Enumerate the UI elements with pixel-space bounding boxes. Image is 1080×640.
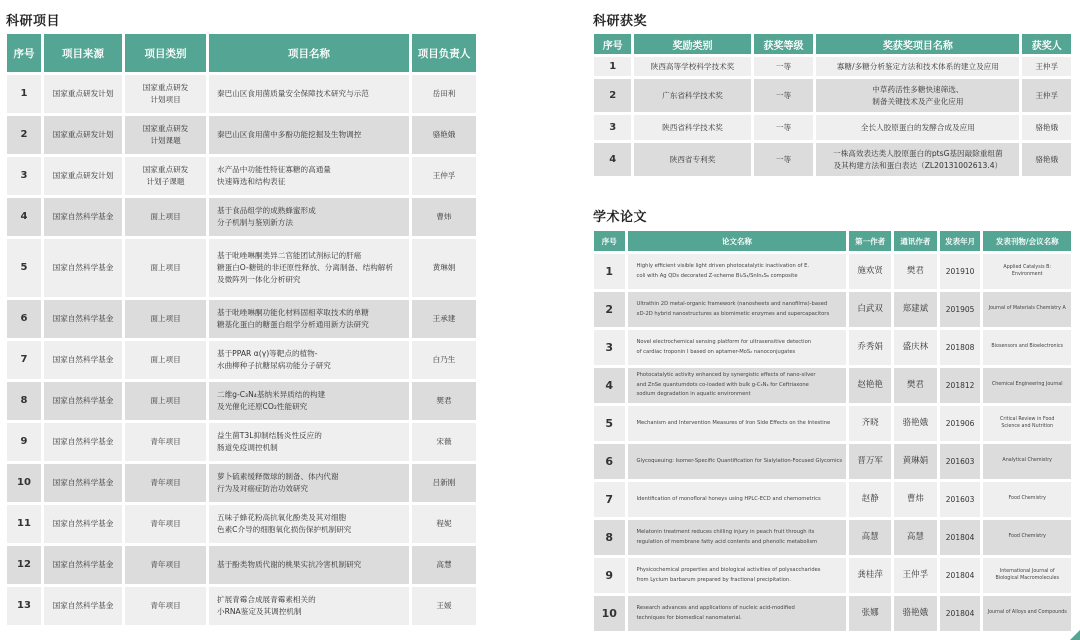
projects-cell-leader: 王媛 [412, 587, 476, 625]
papers-cell-no: 5 [594, 406, 625, 441]
projects-cell-category: 青年项目 [125, 505, 206, 543]
papers-cell-corresponding-author: 郑建斌 [894, 292, 937, 327]
papers-cell-title: Glycoqueuing: Isomer-Specific Quantification for Sialylation-Focused Glycomics [628, 444, 847, 479]
projects-cell-name: 基于酚类物质代谢的桃果实抗冷害机制研究 [209, 546, 409, 584]
awards-cell-winner: 骆艳娥 [1022, 115, 1071, 140]
papers-cell-date: 201603 [940, 482, 981, 517]
papers-header-2: 第一作者 [849, 231, 891, 251]
projects-header-4: 项目负责人 [412, 34, 476, 72]
projects-cell-leader: 曹炜 [412, 198, 476, 236]
papers-header-5: 发表刊物/会议名称 [983, 231, 1071, 251]
projects-cell-no: 2 [7, 116, 41, 154]
projects-cell-category: 国家重点研发 计划项目 [125, 75, 206, 113]
projects-cell-source: 国家自然科学基金 [44, 239, 122, 297]
projects-cell-no: 13 [7, 587, 41, 625]
awards-cell-winner: 王仲孚 [1022, 79, 1071, 112]
projects-cell-source: 国家重点研发计划 [44, 157, 122, 195]
papers-cell-journal: International Journal of Biological Macromolecules [983, 558, 1071, 593]
awards-cell-level: 一等 [754, 79, 814, 112]
papers-row [594, 292, 1071, 327]
papers-cell-first-author: 龚桂萍 [849, 558, 891, 593]
papers-cell-title: Highly efficient visible light driven photocatalytic inactivation of E. coli with Ag QDs decorated Z-scheme Bi₂S₃/SnIn₄S₈ composite [628, 254, 847, 289]
projects-cell-name: 二维g-C₃N₄基纳米异质结的构建 及光催化还原CO₂性能研究 [209, 382, 409, 420]
projects-cell-name: 益生菌T3L抑制结肠炎性反应的 肠道免疫调控机制 [209, 423, 409, 461]
projects-cell-category: 青年项目 [125, 464, 206, 502]
projects-cell-name: 水产品中功能性特征寡糖的高通量 快速筛选和结构表征 [209, 157, 409, 195]
awards-row [594, 115, 1071, 140]
papers-cell-corresponding-author: 王仲孚 [894, 558, 937, 593]
papers-cell-corresponding-author: 盛庆林 [894, 330, 937, 365]
projects-row [7, 341, 476, 379]
projects-cell-name: 基于PPAR α(γ)等靶点的植物- 水曲柳种子抗糖尿病功能分子研究 [209, 341, 409, 379]
awards-cell-winner: 王仲孚 [1022, 57, 1071, 76]
papers-cell-corresponding-author: 骆艳娥 [894, 406, 937, 441]
projects-cell-category: 青年项目 [125, 587, 206, 625]
projects-cell-name: 基于食品组学的成熟蜂蜜形成 分子机制与鉴别新方法 [209, 198, 409, 236]
projects-cell-leader: 黄琳娟 [412, 239, 476, 297]
projects-row [7, 546, 476, 584]
papers-header-1: 论文名称 [628, 231, 847, 251]
papers-header-row [594, 231, 1071, 251]
corner-decoration [1070, 630, 1080, 640]
papers-row [594, 444, 1071, 479]
awards-section-title: 科研获奖 [593, 14, 648, 29]
papers-cell-title: Melatonin treatment reduces chilling injury in peach fruit through its regulation of membrane fatty acid contents and phenolic metabolism [628, 520, 847, 555]
projects-cell-name: 秦巴山区食用菌质量安全保障技术研究与示范 [209, 75, 409, 113]
projects-cell-no: 5 [7, 239, 41, 297]
projects-cell-source: 国家自然科学基金 [44, 423, 122, 461]
papers-cell-date: 201804 [940, 596, 981, 631]
projects-row [7, 464, 476, 502]
projects-cell-no: 4 [7, 198, 41, 236]
papers-cell-title: Ultrathin 2D metal-organic framework (nanosheets and nanofilms)-based xD-2D hybrid nanostructures as biomimetic enzymes and supercapacitors [628, 292, 847, 327]
awards-row [594, 79, 1071, 112]
projects-cell-category: 国家重点研发 计划子课题 [125, 157, 206, 195]
awards-header-0: 序号 [594, 34, 631, 54]
projects-cell-source: 国家自然科学基金 [44, 587, 122, 625]
papers-cell-journal: Critical Review in Food Science and Nutrition [983, 406, 1071, 441]
projects-row [7, 505, 476, 543]
projects-cell-no: 9 [7, 423, 41, 461]
projects-cell-category: 面上项目 [125, 382, 206, 420]
projects-cell-source: 国家自然科学基金 [44, 198, 122, 236]
awards-row [594, 143, 1071, 176]
projects-header-3: 项目名称 [209, 34, 409, 72]
projects-row [7, 198, 476, 236]
projects-cell-leader: 岳田利 [412, 75, 476, 113]
papers-cell-no: 10 [594, 596, 625, 631]
papers-cell-date: 201808 [940, 330, 981, 365]
projects-cell-name: 五味子蜂花粉高抗氧化酚类及其对细胞 色素C介导的细胞氧化损伤保护机制研究 [209, 505, 409, 543]
projects-cell-source: 国家自然科学基金 [44, 464, 122, 502]
papers-cell-first-author: 齐晓 [849, 406, 891, 441]
projects-cell-name: 基于吡唑啉酮类异二官能团试剂标记的肝癌 糖蛋白O-糖链的非还原性释放、分离制备、结构解析 及微阵列一体化分析研究 [209, 239, 409, 297]
papers-cell-date: 201804 [940, 520, 981, 555]
projects-cell-leader: 樊君 [412, 382, 476, 420]
papers-row [594, 558, 1071, 593]
papers-cell-date: 201910 [940, 254, 981, 289]
projects-row [7, 157, 476, 195]
papers-cell-journal: Applied Catalysis B: Environment [983, 254, 1071, 289]
papers-row [594, 254, 1071, 289]
awards-cell-name: 寡糖/多糖分析鉴定方法和技术体系的建立及应用 [816, 57, 1019, 76]
awards-cell-winner: 骆艳娥 [1022, 143, 1071, 176]
awards-header-row [594, 34, 1071, 54]
papers-cell-title: Mechanism and Intervention Measures of Iron Side Effects on the Intestine [628, 406, 847, 441]
projects-cell-leader: 王承建 [412, 300, 476, 338]
projects-header-2: 项目类别 [125, 34, 206, 72]
papers-row [594, 520, 1071, 555]
projects-cell-leader: 高慧 [412, 546, 476, 584]
awards-cell-level: 一等 [754, 57, 814, 76]
projects-cell-leader: 骆艳娥 [412, 116, 476, 154]
papers-cell-date: 201804 [940, 558, 981, 593]
projects-row [7, 116, 476, 154]
papers-cell-corresponding-author: 骆艳娥 [894, 596, 937, 631]
papers-cell-corresponding-author: 曹炜 [894, 482, 937, 517]
projects-cell-no: 1 [7, 75, 41, 113]
papers-cell-no: 3 [594, 330, 625, 365]
papers-row [594, 482, 1071, 517]
projects-cell-leader: 吕新刚 [412, 464, 476, 502]
papers-cell-first-author: 赵静 [849, 482, 891, 517]
papers-table [591, 228, 1074, 634]
projects-cell-source: 国家重点研发计划 [44, 116, 122, 154]
projects-row [7, 75, 476, 113]
awards-cell-type: 陕西省科学技术奖 [634, 115, 750, 140]
papers-cell-journal: Food Chemistry [983, 482, 1071, 517]
projects-cell-leader: 宋薇 [412, 423, 476, 461]
papers-cell-title: Novel electrochemical sensing platform for ultrasensitive detection of cardiac troponin I based on aptamer-MoS₂ nanoconjugates [628, 330, 847, 365]
papers-cell-journal: Journal of Materials Chemistry A [983, 292, 1071, 327]
awards-cell-no: 3 [594, 115, 631, 140]
projects-cell-no: 6 [7, 300, 41, 338]
awards-cell-no: 1 [594, 57, 631, 76]
papers-header-4: 发表年月 [940, 231, 981, 251]
projects-cell-name: 扩展青霉合成展青霉素相关的 小RNA鉴定及其调控机制 [209, 587, 409, 625]
projects-cell-source: 国家自然科学基金 [44, 300, 122, 338]
awards-cell-level: 一等 [754, 115, 814, 140]
projects-row [7, 300, 476, 338]
papers-cell-date: 201906 [940, 406, 981, 441]
projects-row [7, 382, 476, 420]
projects-cell-source: 国家重点研发计划 [44, 75, 122, 113]
papers-cell-first-author: 赵艳艳 [849, 368, 891, 403]
awards-cell-name: 中草药活性多糖快速筛选、 制备关键技术及产业化应用 [816, 79, 1019, 112]
projects-cell-no: 11 [7, 505, 41, 543]
projects-row [7, 239, 476, 297]
projects-cell-category: 面上项目 [125, 239, 206, 297]
awards-cell-type: 陕西高等学校科学技术奖 [634, 57, 750, 76]
papers-cell-journal: Food Chemistry [983, 520, 1071, 555]
papers-row [594, 596, 1071, 631]
papers-row [594, 368, 1071, 403]
awards-header-4: 获奖人 [1022, 34, 1071, 54]
papers-cell-title: Research advances and applications of nucleic acid-modified techniques for biomedical nanomaterial. [628, 596, 847, 631]
papers-cell-first-author: 晋万军 [849, 444, 891, 479]
awards-cell-no: 2 [594, 79, 631, 112]
projects-row [7, 423, 476, 461]
projects-cell-name: 基于吡唑啉酮功能化材料固相萃取技术的单糖 糖基化蛋白的糖蛋白组学分析通用新方法研究 [209, 300, 409, 338]
awards-table [591, 31, 1074, 179]
projects-cell-name: 秦巴山区食用菌中多酚功能挖掘及生物调控 [209, 116, 409, 154]
papers-cell-no: 7 [594, 482, 625, 517]
projects-cell-no: 7 [7, 341, 41, 379]
projects-cell-category: 国家重点研发 计划课题 [125, 116, 206, 154]
papers-cell-first-author: 乔秀娟 [849, 330, 891, 365]
papers-cell-journal: Analytical Chemistry [983, 444, 1071, 479]
papers-cell-title: Identification of monofloral honeys using HPLC-ECD and chemometrics [628, 482, 847, 517]
projects-cell-no: 10 [7, 464, 41, 502]
papers-cell-date: 201812 [940, 368, 981, 403]
projects-cell-leader: 程妮 [412, 505, 476, 543]
papers-cell-journal: Journal of Alloys and Compounds [983, 596, 1071, 631]
projects-cell-name: 萝卜硫素缓释微球的制备、体内代谢 行为及对癌症防治功效研究 [209, 464, 409, 502]
papers-cell-no: 1 [594, 254, 625, 289]
awards-cell-name: 全长人胶原蛋白的发酵合成及应用 [816, 115, 1019, 140]
projects-cell-source: 国家自然科学基金 [44, 546, 122, 584]
papers-cell-corresponding-author: 樊君 [894, 254, 937, 289]
papers-row [594, 406, 1071, 441]
papers-header-3: 通讯作者 [894, 231, 937, 251]
projects-cell-source: 国家自然科学基金 [44, 505, 122, 543]
papers-cell-first-author: 张娜 [849, 596, 891, 631]
projects-row [7, 587, 476, 625]
papers-cell-date: 201603 [940, 444, 981, 479]
projects-header-1: 项目来源 [44, 34, 122, 72]
projects-cell-no: 3 [7, 157, 41, 195]
awards-cell-name: 一株高效表达类人胶原蛋白的ptsG基因敲除重组菌 及其构建方法和蛋白表达（ZL20131002613.4） [816, 143, 1019, 176]
papers-header-0: 序号 [594, 231, 625, 251]
papers-cell-no: 8 [594, 520, 625, 555]
papers-cell-corresponding-author: 黄琳娟 [894, 444, 937, 479]
papers-cell-no: 6 [594, 444, 625, 479]
projects-cell-leader: 王仲孚 [412, 157, 476, 195]
papers-cell-corresponding-author: 高慧 [894, 520, 937, 555]
projects-body [7, 75, 476, 625]
papers-cell-first-author: 高慧 [849, 520, 891, 555]
papers-body [594, 254, 1071, 631]
papers-cell-date: 201905 [940, 292, 981, 327]
projects-header-row [7, 34, 476, 72]
awards-row [594, 57, 1071, 76]
papers-cell-first-author: 白武双 [849, 292, 891, 327]
papers-cell-no: 4 [594, 368, 625, 403]
projects-cell-category: 面上项目 [125, 198, 206, 236]
papers-cell-corresponding-author: 樊君 [894, 368, 937, 403]
projects-section-title: 科研项目 [6, 14, 61, 29]
projects-cell-category: 面上项目 [125, 341, 206, 379]
projects-header-0: 序号 [7, 34, 41, 72]
awards-header-1: 奖励类别 [634, 34, 750, 54]
papers-cell-no: 2 [594, 292, 625, 327]
projects-cell-category: 青年项目 [125, 423, 206, 461]
papers-row [594, 330, 1071, 365]
papers-cell-journal: Biosensors and Bioelectronics [983, 330, 1071, 365]
awards-body [594, 57, 1071, 176]
papers-cell-journal: Chemical Engineering Journal [983, 368, 1071, 403]
awards-cell-level: 一等 [754, 143, 814, 176]
projects-cell-leader: 白乃生 [412, 341, 476, 379]
papers-section-title: 学术论文 [593, 210, 648, 225]
projects-cell-category: 面上项目 [125, 300, 206, 338]
awards-cell-no: 4 [594, 143, 631, 176]
papers-cell-no: 9 [594, 558, 625, 593]
projects-cell-category: 青年项目 [125, 546, 206, 584]
projects-cell-source: 国家自然科学基金 [44, 341, 122, 379]
projects-table [4, 31, 479, 628]
projects-cell-source: 国家自然科学基金 [44, 382, 122, 420]
projects-cell-no: 8 [7, 382, 41, 420]
projects-cell-no: 12 [7, 546, 41, 584]
papers-cell-title: Physicochemical properties and biological activities of polysaccharides from Lycium barbarum prepared by fractional precipitation. [628, 558, 847, 593]
awards-cell-type: 广东省科学技术奖 [634, 79, 750, 112]
papers-cell-first-author: 施欢贤 [849, 254, 891, 289]
papers-cell-title: Photocatalytic activity enhanced by synergistic effects of nano-silver and ZnSe quantumdots co-loaded with bulk g-C₃N₄ for Ceftriaxone sodium degradation in aquatic environment [628, 368, 847, 403]
awards-header-2: 获奖等级 [754, 34, 814, 54]
awards-cell-type: 陕西省专利奖 [634, 143, 750, 176]
awards-header-3: 奖获奖项目名称 [816, 34, 1019, 54]
